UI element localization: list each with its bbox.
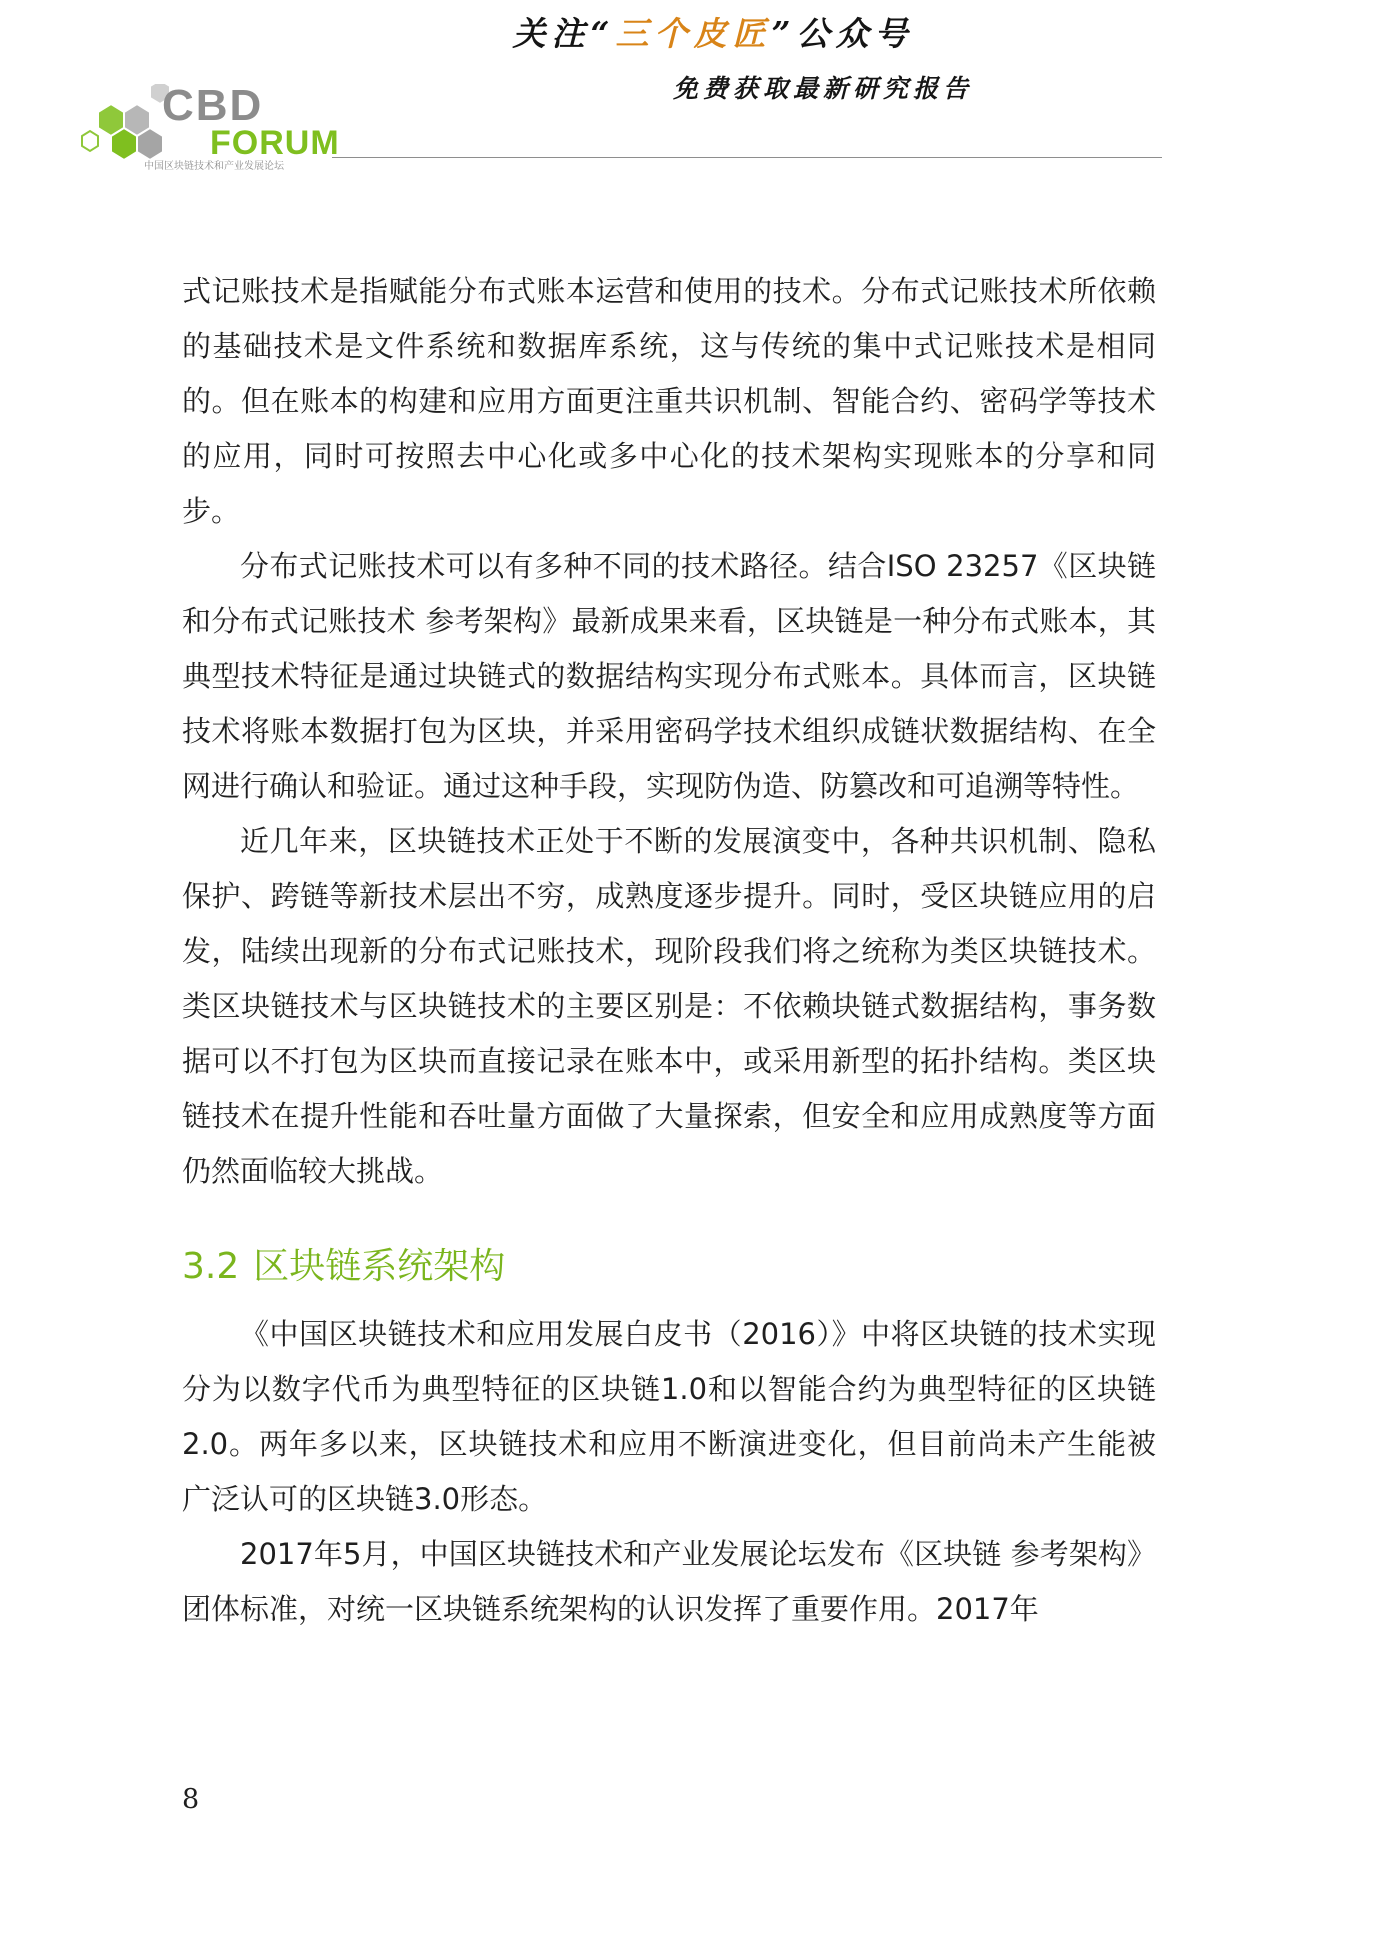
body-paragraph: 式记账技术是指赋能分布式账本运营和使用的技术。分布式记账技术所依赖的基础技术是文件系统和数据库系统，这与传统的集中式记账技术是相同的。但在账本的构建和应用方面更注重共识机制、智能合约、密码学等技术的应用，同时可按照去中心化或多中心化的技术架构实现账本的分享和同步。 — [182, 274, 1156, 528]
hexagon-shape — [82, 131, 98, 151]
promo-prefix: 关注“ — [512, 14, 616, 53]
page-number: 8 — [182, 1784, 200, 1815]
section-number: 3.2 — [182, 1246, 240, 1287]
cbd-forum-logo — [78, 81, 340, 180]
document-body — [182, 264, 1156, 1637]
promo-follow-line — [0, 8, 1386, 55]
header-divider — [332, 157, 1162, 158]
promo-account-name: 三个皮匠 — [615, 14, 772, 53]
promo-subtitle: 免费获取最新研究报告 — [672, 74, 973, 103]
body-paragraph: 近几年来，区块链技术正处于不断的发展演变中，各种共识机制、隐私保护、跨链等新技术层出不穷，成熟度逐步提升。同时，受区块链应用的启发，陆续出现新的分布式记账技术，现阶段我们将之统称为类区块链技术。类区块链技术与区块链技术的主要区别是：不依赖块链式数据结构，事务数据可以不打包为区块而直接记录在账本中，或采用新型的拓扑结构。类区块链技术在提升性能和吞吐量方面做了大量探索，但安全和应用成熟度等方面仍然面临较大挑战。 — [182, 824, 1156, 1188]
body-paragraph: 分布式记账技术可以有多种不同的技术路径。结合ISO 23257《区块链和分布式记账技术 参考架构》最新成果来看，区块链是一种分布式账本，其典型技术特征是通过块链式的数据结构实现分布式账本。具体而言，区块链技术将账本数据打包为区块，并采用密码学技术组织成链状数据结构、在全网进行确认和验证。通过这种手段，实现防伪造、防篡改和可追溯等特性。 — [182, 549, 1156, 803]
hexagon-shape — [111, 128, 137, 160]
logo-brand-subtitle: 中国区块链技术和产业发展论坛 — [144, 161, 284, 172]
body-paragraph: 《中国区块链技术和应用发展白皮书（2016）》中将区块链的技术实现分为以数字代币为典型特征的区块链1.0和以智能合约为典型特征的区块链2.0。两年多以来，区块链技术和应用不断演进变化，但目前尚未产生能被广泛认可的区块链3.0形态。 — [182, 1317, 1156, 1516]
section-heading — [182, 1243, 1156, 1291]
promo-suffix: ”公众号 — [771, 14, 914, 53]
body-paragraph: 2017年5月，中国区块链技术和产业发展论坛发布《区块链 参考架构》团体标准，对统一区块链系统架构的认识发挥了重要作用。2017年 — [182, 1537, 1156, 1626]
logo-brand-main: CBD — [162, 81, 264, 130]
section-title: 区块链系统架构 — [253, 1246, 506, 1287]
hexagon-shape — [137, 128, 163, 160]
logo-brand-forum: FORUM — [210, 124, 340, 162]
